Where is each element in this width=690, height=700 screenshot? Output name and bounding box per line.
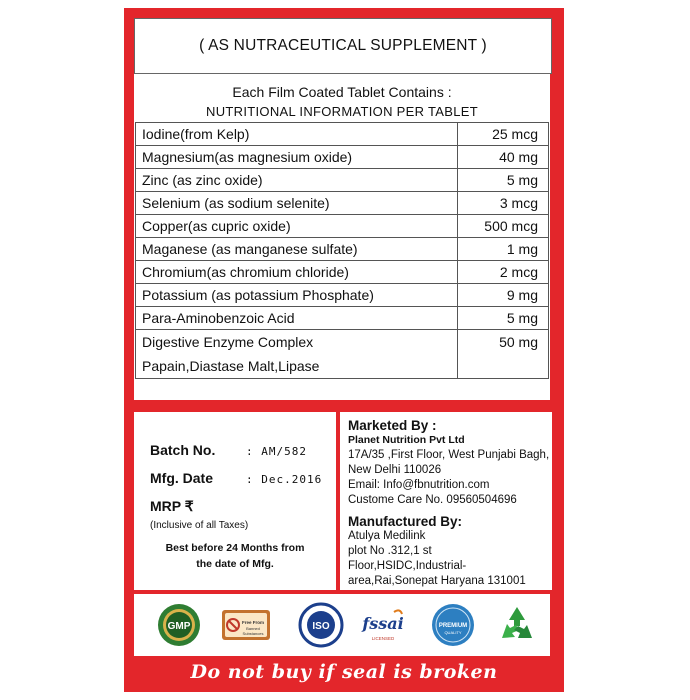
- nutrient-name: Maganese (as manganese sulfate): [136, 238, 458, 261]
- svg-text:Substances: Substances: [242, 631, 264, 636]
- batch-value: : AM/582: [246, 445, 307, 458]
- table-row: [136, 169, 549, 192]
- nutrient-name: Iodine(from Kelp): [136, 123, 458, 146]
- fssai-text: fssai: [362, 614, 404, 633]
- nutrient-value: 40 mg: [458, 146, 549, 169]
- nutrient-value: 1 mg: [458, 238, 549, 261]
- best-before-line1: Best before 24 Months from: [165, 542, 305, 554]
- product-label: [124, 8, 564, 692]
- manufactured-by-title: Manufactured By:: [348, 514, 463, 529]
- supplement-title: ( AS NUTRACEUTICAL SUPPLEMENT ): [199, 37, 487, 54]
- table-row: [136, 238, 549, 261]
- batch-panel: [134, 412, 336, 590]
- svg-text:LICENSED: LICENSED: [371, 636, 395, 641]
- best-before-line2: the date of Mfg.: [196, 558, 274, 570]
- premium-text: PREMIUM: [438, 623, 468, 629]
- nutrition-table: [135, 122, 549, 379]
- manufacturer-address-1: plot No .312,1 st Floor,HSIDC,Industrial-: [348, 545, 467, 572]
- nutrient-value: 3 mcg: [458, 192, 549, 215]
- nutrition-info-box: [134, 74, 550, 400]
- table-row: [136, 261, 549, 284]
- nutrient-value: 50 mg: [458, 330, 549, 379]
- svg-text:Banned: Banned: [246, 626, 260, 631]
- customer-care: Custome Care No. 09560504696: [348, 494, 517, 506]
- banned-substances-icon: [220, 602, 272, 648]
- recycle-icon: [494, 602, 540, 648]
- enzyme-name: Digestive Enzyme Complex: [142, 334, 314, 350]
- table-row: [136, 284, 549, 307]
- marketer-address-2: New Delhi 110026: [348, 464, 442, 476]
- gmp-icon: [156, 602, 202, 648]
- table-row: [136, 192, 549, 215]
- nutrient-value: 2 mcg: [458, 261, 549, 284]
- nutrient-name: Selenium (as sodium selenite): [136, 192, 458, 215]
- nutrient-name: Magnesium(as magnesium oxide): [136, 146, 458, 169]
- mfg-date-label: Mfg. Date: [150, 470, 213, 486]
- best-before: [134, 540, 336, 572]
- nutrition-heading: NUTRITIONAL INFORMATION PER TABLET: [206, 104, 478, 119]
- header-box: [134, 18, 552, 74]
- marketer-email: Email: Info@fbnutrition.com: [348, 479, 490, 491]
- tablet-contains-heading: Each Film Coated Tablet Contains :: [232, 84, 452, 100]
- svg-text:Free From: Free From: [241, 620, 265, 625]
- nutrient-value: 5 mg: [458, 307, 549, 330]
- nutrient-value: 500 mcg: [458, 215, 549, 238]
- marketer-name: Planet Nutrition Pvt Ltd: [348, 434, 465, 446]
- nutrient-name: [136, 330, 458, 379]
- table-row: [136, 215, 549, 238]
- nutrient-name: Chromium(as chromium chloride): [136, 261, 458, 284]
- nutrient-value: 25 mcg: [458, 123, 549, 146]
- batch-label: Batch No.: [150, 442, 216, 458]
- manufacturer-address-2: area,Rai,Sonepat Haryana 131001: [348, 575, 526, 587]
- table-row: [136, 146, 549, 169]
- table-row: [136, 123, 549, 146]
- iso-text: ISO: [312, 621, 330, 632]
- company-panel: [340, 412, 552, 590]
- seal-warning: Do not buy if seal is broken: [190, 661, 498, 683]
- premium-quality-icon: [430, 602, 476, 648]
- table-row: [136, 307, 549, 330]
- gmp-text: GMP: [167, 621, 191, 632]
- mfg-date-value: : Dec.2016: [246, 473, 323, 486]
- svg-text:QUALITY: QUALITY: [444, 630, 462, 635]
- table-row: [136, 330, 549, 379]
- nutrient-value: 5 mg: [458, 169, 549, 192]
- nutrient-name: Para-Aminobenzoic Acid: [136, 307, 458, 330]
- mrp-label: MRP ₹: [150, 498, 194, 514]
- marketer-address-1: 17A/35 ,First Floor, West Punjabi Bagh,: [348, 449, 550, 461]
- manufacturer-name: Atulya Medilink: [348, 530, 426, 542]
- iso-certified-icon: [298, 602, 344, 648]
- nutrient-name: Copper(as cupric oxide): [136, 215, 458, 238]
- nutrient-name: Potassium (as potassium Phosphate): [136, 284, 458, 307]
- nutrient-name: Zinc (as zinc oxide): [136, 169, 458, 192]
- fssai-icon: [356, 602, 410, 648]
- mrp-note: (Inclusive of all Taxes): [150, 520, 249, 531]
- enzyme-components: Papain,Diastase Malt,Lipase: [142, 358, 320, 374]
- certification-logos: [134, 594, 550, 656]
- marketed-by-title: Marketed By :: [348, 418, 437, 433]
- nutrient-value: 9 mg: [458, 284, 549, 307]
